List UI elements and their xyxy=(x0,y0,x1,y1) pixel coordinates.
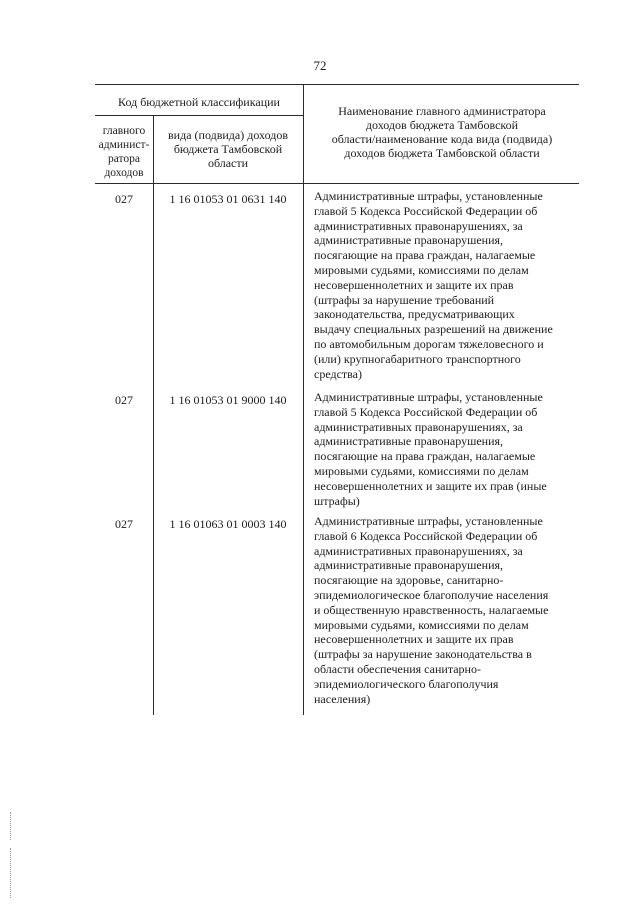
table-top-rule xyxy=(95,84,579,85)
scan-edge-mark xyxy=(10,812,12,840)
revenue-description: Административные штрафы, установленные главой 5 Кодекса Российской Федерации об административных правонарушениях, за административные правонарушения, посягающие на права граждан, налагаемые мировыми судьями, комиссиями по делам несовершеннолетних и защите их прав (иные штрафы) xyxy=(314,390,547,508)
revenue-description: Административные штрафы, установленные главой 5 Кодекса Российской Федерации об административных правонарушениях, за административные правонарушения, посягающие на права граждан, налагаемые мировыми судьями, комиссиями по делам несовершеннолетних и защите их прав (штрафы за нарушение требований законодательства, предусматривающих выдачу специальных разрешений на движение по автомобильным дорогам тяжеловесного и (или) крупногабаритного транспортного средства) xyxy=(314,189,553,381)
header-code-column: вида (подвида) доходов бюджета Тамбовской области xyxy=(168,128,288,170)
revenue-description: Административные штрафы, установленные главой 6 Кодекса Российской Федерации об административных правонарушениях, за административные правонарушения, посягающие на здоровье, санитарно- эпидемиологическое благополучие населения и общественную нравственность, налагаемые мировыми судьями, комиссиями по делам несовершеннолетних и защите их прав (штрафы за нарушение законодательства в области обеспечения санитарно- эпидемиологического благополучия населения) xyxy=(314,514,549,706)
admin-code: 027 xyxy=(115,393,133,407)
admin-code: 027 xyxy=(115,517,133,531)
header-group-rule xyxy=(95,115,303,116)
revenue-code: 1 16 01053 01 9000 140 xyxy=(169,393,287,407)
scan-edge-mark xyxy=(10,848,12,898)
header-bottom-rule xyxy=(95,183,579,184)
header-admin-column: главного админист- ратора доходов xyxy=(98,125,150,179)
revenue-code: 1 16 01053 01 0631 140 xyxy=(169,192,287,206)
column-divider-2 xyxy=(303,84,304,715)
revenue-code: 1 16 01063 01 0003 140 xyxy=(169,517,287,531)
header-name-column: Наименование главного администратора доходов бюджета Тамбовской области/наименование кода вида (подвида) доходов бюджета Тамбовской области xyxy=(331,104,553,160)
column-divider-1 xyxy=(153,115,154,715)
admin-code: 027 xyxy=(115,192,133,206)
page-number: 72 xyxy=(313,58,327,73)
header-group-title: Код бюджетной классификации xyxy=(118,95,280,109)
